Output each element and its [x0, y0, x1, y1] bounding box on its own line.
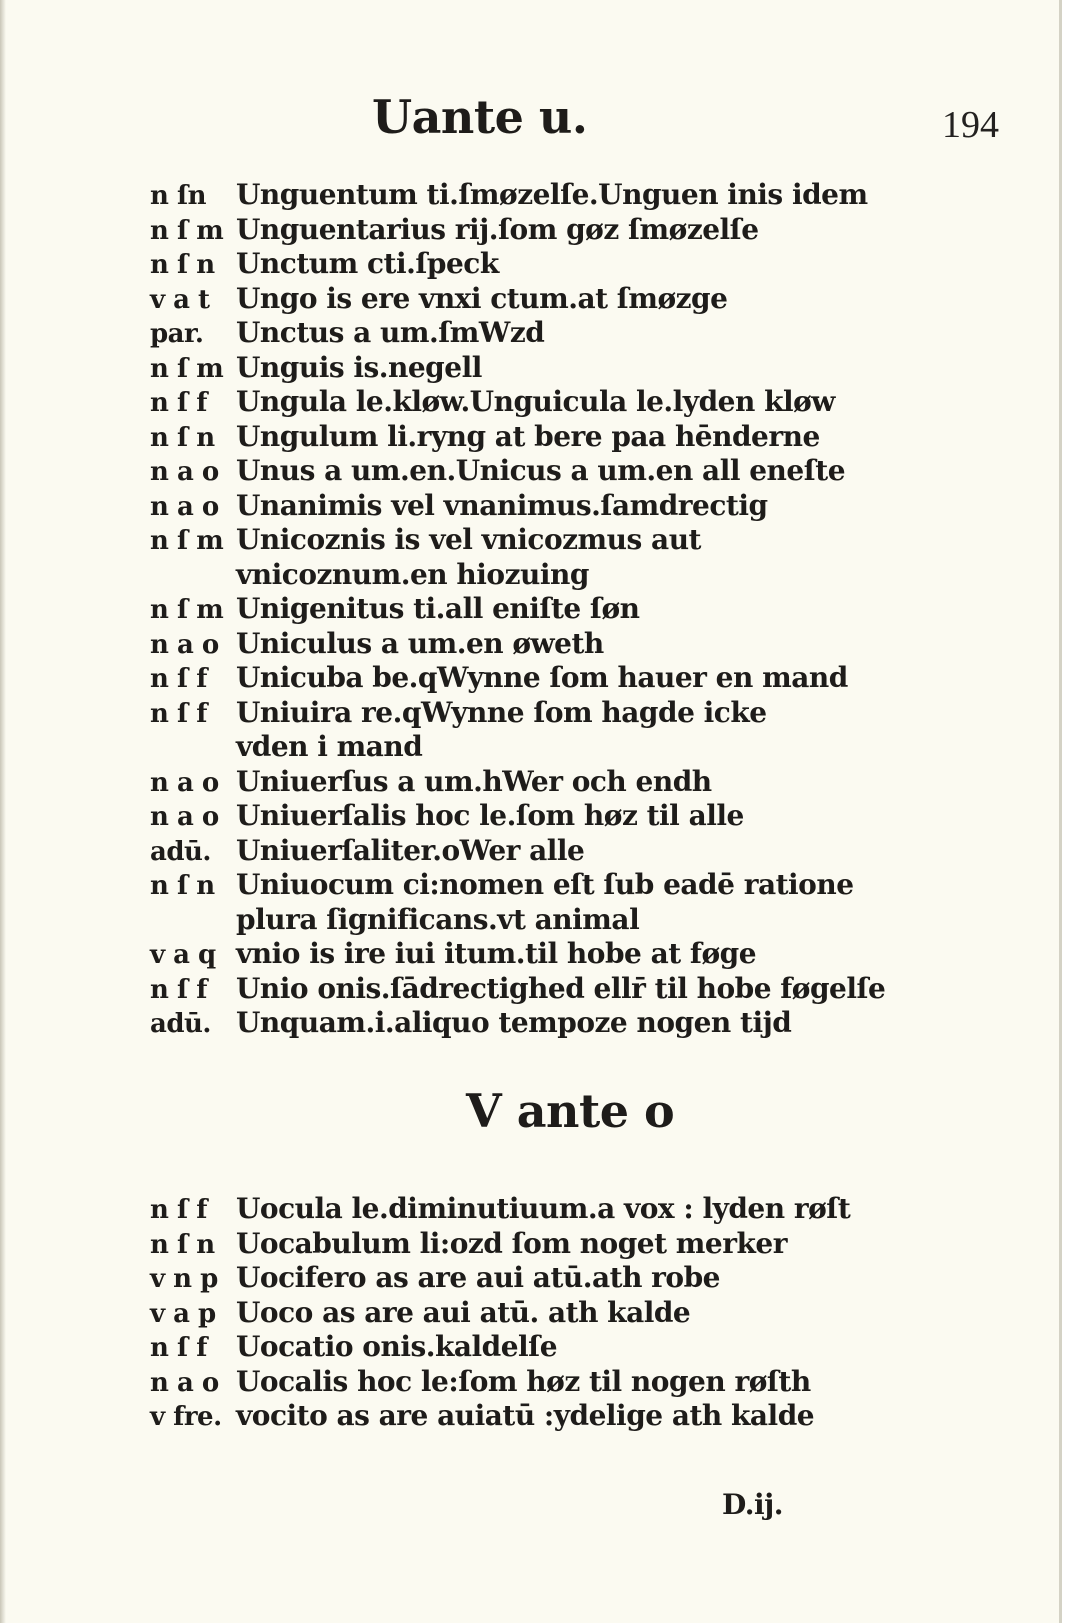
entry-text: Unctum cti.ſpeck [236, 247, 499, 280]
entry-text-continuation: plura ſignificans.vt animal [236, 902, 640, 936]
grammar-code: v a p [150, 1298, 216, 1329]
entry-line [150, 316, 910, 351]
entry-line [150, 972, 910, 1007]
grammar-code: n ſ m [150, 353, 224, 384]
grammar-code: n a o [150, 767, 219, 798]
entry-line [150, 696, 910, 731]
dictionary-entry [150, 489, 910, 524]
entry-list-section1 [150, 178, 910, 1041]
grammar-code: v a t [150, 284, 210, 315]
grammar-code: n ſ f [150, 698, 207, 729]
entry-line [150, 1261, 910, 1296]
dictionary-entry [150, 316, 910, 351]
dictionary-entry [150, 592, 910, 627]
entry-line [150, 1365, 910, 1400]
grammar-code: v n p [150, 1264, 218, 1294]
entry-continuation-line [150, 730, 910, 765]
dictionary-entry [150, 178, 910, 213]
page-gutter-shadow [0, 0, 6, 1623]
entry-line [150, 247, 910, 282]
dictionary-entry [150, 1192, 910, 1227]
grammar-code: n ſ n [150, 422, 215, 453]
entry-text: Unctus a um.ſmWzd [236, 316, 545, 349]
dictionary-entry [150, 247, 910, 282]
entry-line [150, 765, 910, 800]
grammar-code: n ſ f [150, 1195, 207, 1225]
grammar-code: n a o [150, 629, 219, 660]
entry-line [150, 454, 910, 489]
entry-line [150, 1296, 910, 1331]
entry-text: Ungula le.kløw.Unguicula le.lyden kløw [236, 385, 835, 418]
dictionary-entry [150, 627, 910, 662]
grammar-code: n ſ n [150, 871, 215, 901]
entry-line [150, 213, 910, 248]
grammar-code: n ſ m [150, 595, 224, 625]
entry-line [150, 489, 910, 524]
section-heading-u-ante-n: Uante u. [372, 90, 588, 144]
entry-line [150, 834, 910, 869]
signature-mark: D.ij. [722, 1488, 784, 1521]
grammar-code: adū. [150, 1009, 211, 1039]
grammar-code: n ſ m [150, 215, 224, 246]
grammar-code: n a o [150, 802, 219, 832]
entry-line [150, 282, 910, 317]
entry-text: Uniuocum ci:nomen eſt ſub eadē ratione [236, 868, 854, 901]
entry-list-section2 [150, 1192, 910, 1434]
grammar-code: par. [150, 319, 204, 349]
entry-text: Uocabulum li:ozd ſom noget merker [236, 1226, 787, 1260]
grammar-code: n ſ n [150, 250, 215, 280]
grammar-code: n ſ m [150, 526, 224, 556]
entry-continuation-line [150, 903, 910, 938]
entry-text: Uocifero as are aui atū.ath robe [236, 1261, 720, 1294]
grammar-code: n ſ f [150, 664, 207, 694]
entry-text: Ungulum li.ryng at bere paa hēnderne [236, 419, 820, 453]
entry-line [150, 799, 910, 834]
dictionary-entry [150, 1227, 910, 1262]
entry-line [150, 592, 910, 627]
entry-line [150, 1330, 910, 1365]
dictionary-entry [150, 351, 910, 386]
entry-text: Uniuerſalis hoc le.ſom høz til alle [236, 799, 744, 832]
entry-line [150, 1227, 910, 1262]
entry-line [150, 523, 910, 558]
entry-line [150, 178, 910, 213]
dictionary-entry [150, 799, 910, 834]
dictionary-entry [150, 834, 910, 869]
entry-text: Uniculus a um.en øweth [236, 626, 604, 660]
dictionary-entry [150, 1365, 910, 1400]
entry-text: Unicoznis is vel vnicozmus aut [236, 523, 701, 556]
entry-text: vnio is ire iui itum.til hobe at føge [236, 937, 757, 970]
entry-text: Unicuba be.qWynne ſom hauer en mand [236, 661, 848, 694]
grammar-code: v a q [150, 940, 216, 970]
entry-text: Ungo is ere vnxi ctum.at ſmøzge [236, 281, 728, 315]
entry-line [150, 937, 910, 972]
entry-line [150, 1006, 910, 1041]
grammar-code: adū. [150, 836, 211, 867]
dictionary-entry [150, 1261, 910, 1296]
dictionary-entry [150, 868, 910, 937]
entry-text: Uocula le.diminutiuum.a vox : lyden røſt [236, 1192, 851, 1225]
entry-line [150, 385, 910, 420]
dictionary-entry [150, 213, 910, 248]
grammar-code: n ſ f [150, 388, 207, 418]
dictionary-entry [150, 765, 910, 800]
entry-text: Unanimis vel vnanimus.ſamdrectig [236, 488, 768, 522]
entry-text: Unigenitus ti.all eniſte ſøn [236, 592, 640, 625]
entry-line [150, 351, 910, 386]
dictionary-entry [150, 523, 910, 592]
entry-text: Unus a um.en.Unicus a um.en all eneſte [236, 454, 846, 487]
dictionary-entry [150, 661, 910, 696]
dictionary-entry [150, 385, 910, 420]
dictionary-entry [150, 1296, 910, 1331]
entry-text: Uoco as are aui atū. ath kalde [236, 1295, 691, 1329]
dictionary-entry [150, 282, 910, 317]
entry-text: Uniuerſus a um.hWer och endh [236, 764, 712, 798]
section-heading-v-ante-o: V ante o [466, 1084, 675, 1138]
entry-continuation-line [150, 558, 910, 593]
entry-text: Uocalis hoc le:ſom høz til nogen røſth [236, 1364, 811, 1398]
dictionary-entry [150, 937, 910, 972]
entry-line [150, 868, 910, 903]
grammar-code: v fre. [150, 1402, 222, 1432]
entry-text: Uocatio onis.kaldelſe [236, 1330, 558, 1363]
entry-text: Unguentarius rij.ſom gøz ſmøzelſe [236, 212, 759, 246]
page-number: 194 [942, 104, 999, 146]
dictionary-entry [150, 454, 910, 489]
entry-line [150, 420, 910, 455]
entry-line [150, 1399, 910, 1434]
grammar-code: n ſ n [150, 1229, 215, 1260]
grammar-code: n a o [150, 491, 219, 522]
entry-text-continuation: vden i mand [236, 730, 423, 763]
entry-line [150, 627, 910, 662]
entry-line [150, 1192, 910, 1227]
dictionary-entry [150, 1006, 910, 1041]
grammar-code: n a o [150, 1367, 219, 1398]
grammar-code: n a o [150, 457, 219, 487]
dictionary-entry [150, 1399, 910, 1434]
dictionary-entry [150, 972, 910, 1007]
grammar-code: n ſ f [150, 1333, 207, 1363]
entry-text: Unguentum ti.ſmøzelſe.Unguen inis idem [236, 178, 868, 211]
grammar-code: n ſn [150, 181, 207, 211]
entry-text-continuation: vnicoznum.en hiozuing [236, 557, 589, 591]
dictionary-entry [150, 420, 910, 455]
entry-text: Uniuira re.qWynne ſom hagde icke [236, 695, 767, 729]
entry-text: Uniuerſaliter.oWer alle [236, 833, 585, 867]
dictionary-entry [150, 696, 910, 765]
entry-line [150, 661, 910, 696]
entry-text: Unguis is.negell [236, 350, 482, 384]
entry-text: Unio onis.ſādrectighed ellr̄ til hobe føgelſe [236, 971, 886, 1005]
dictionary-entry [150, 1330, 910, 1365]
grammar-code: n ſ f [150, 974, 207, 1005]
entry-text: Unquam.i.aliquo tempoze nogen tijd [236, 1006, 792, 1039]
entry-text: vocito as are auiatū :ydelige ath kalde [236, 1399, 815, 1432]
